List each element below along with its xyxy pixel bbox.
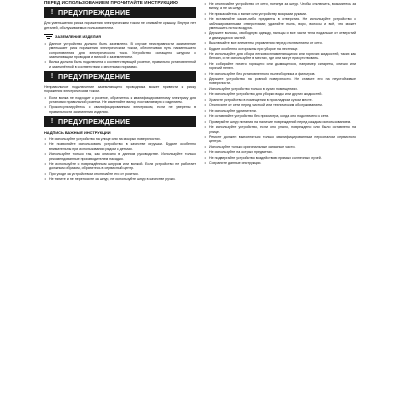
list-item: • Не используйте на острых предметах. [204, 150, 356, 154]
list-item: • Если вилка не подходит к розетке, обратитесь к квалифицированному электрику для установки правильной розетки. Не изменяйте вилку, поставляемую с изделием. [44, 96, 196, 105]
list-item: • Используйте устройство только в сухих помещениях. [204, 87, 356, 91]
list-item: • Вилка должна быть подключена к соответствующей розетке, правильно установленной и заземлённой в соответствии с местными нормами. [44, 60, 196, 69]
warning-banner-2 [44, 71, 196, 82]
list-item: • Ремонт должен выполняться только квалифицированным персоналом сервисного центра. [204, 135, 356, 144]
list-item: • Данное устройство должно быть заземлено. В случае неисправности заземление уменьшает риск поражения электрическим током, обеспечивая путь наименьшего сопротивления для электрического тока. Устройство оснащено шнуром с заземляющим проводом и вилкой с заземлением. [44, 42, 196, 59]
warning-icon: ! [50, 117, 54, 125]
list-item: • Используйте только оригинальные запасные части. [204, 145, 356, 149]
ground-symbol-icon [44, 33, 53, 40]
grounding-section-title [44, 33, 196, 40]
warning-title: ПРЕДУПРЕЖДЕНИЕ [58, 71, 131, 81]
list-item: • Не отключайте устройство от сети, потянув за шнур. Чтобы отключить, возьмитесь за вилку, а не за шнур. [204, 2, 356, 11]
list-item: • Используйте только так, как описано в данном руководстве. Используйте только рекомендованные производителем насадки. [44, 152, 196, 161]
list-item: • Не используйте для сбора легковоспламеняющихся или горючих жидкостей, таких как бензин, и не используйте в местах, где они могут присутствовать. [204, 52, 356, 61]
page-header: ПЕРЕД ИСПОЛЬЗОВАНИЕМ ПРОЧИТАЙТЕ ИНСТРУКЦИЮ [44, 0, 178, 5]
warning-title: ПРЕДУПРЕЖДЕНИЕ [58, 116, 131, 126]
list-item: • Не собирайте ничего горящего или дымящегося, например сигареты, спички или горячий пепел. [204, 62, 356, 71]
warning-banner-1 [44, 7, 196, 18]
list-item: • Проконсультируйтесь с квалифицированным электриком, если не уверены в правильности заземления изделия. [44, 105, 196, 114]
list-item: • Не используйте удлинители. [204, 109, 356, 113]
safety-list [204, 2, 356, 166]
right-column [204, 2, 356, 167]
grounding-list [44, 42, 196, 69]
list-item: • Держите устройство на ровной поверхности. Не ставьте его на неустойчивые поверхности. [204, 77, 356, 86]
list-item: • Не используйте устройство на улице или на мокрых поверхностях. [44, 137, 196, 141]
intro-paragraph: Для уменьшения риска поражения электрическим током не снимайте крышку. Внутри нет деталей, обслуживаемых пользователем. [44, 21, 196, 30]
list-item: • Не используйте устройство, если оно упало, повреждено или было оставлено на улице. [204, 125, 356, 134]
list-item: • Не используйте без установленного пылесборника и фильтров. [204, 72, 356, 76]
list-item: • Не оставляйте устройство без присмотра, когда оно подключено к сети. [204, 114, 356, 118]
list-item: • Не используйте устройство для уборки воды или других жидкостей. [204, 92, 356, 96]
warning-icon: ! [50, 72, 54, 80]
important-instructions-list [44, 137, 196, 182]
list-item: • Не прикасайтесь к вилке или устройству мокрыми руками. [204, 12, 356, 16]
grounding-title: ЗАЗЕМЛЕНИЕ ИЗДЕЛИЯ [55, 34, 101, 39]
list-item: • Не используйте с повреждённым шнуром или вилкой. Если устройство не работает должным образом, обратитесь в сервисный центр. [44, 162, 196, 171]
warning-list-2 [44, 96, 196, 114]
list-item: • Не тяните и не переносите за шнур, не используйте шнур в качестве ручки. [44, 177, 196, 181]
list-item: • Не подвергайте устройство воздействию прямых солнечных лучей. [204, 156, 356, 160]
important-instructions-heading: НАДПИСЬ ВАЖНЫЕ ИНСТРУКЦИИ [44, 129, 111, 135]
list-item: • Храните устройство в помещении в прохладном сухом месте. [204, 98, 356, 102]
warning-icon: ! [50, 9, 54, 17]
list-item: • Не позволяйте использовать устройство в качестве игрушки. Будьте особенно внимательны при использовании рядом с детьми. [44, 142, 196, 151]
left-column [44, 0, 196, 183]
list-item: • Будьте особенно осторожны при уборке на лестнице. [204, 47, 356, 51]
list-item: • Сохраните данные инструкции. [204, 161, 356, 165]
paragraph: Неправильное подключение заземляющего проводника может привести к риску поражения электрическим током. [44, 84, 196, 94]
list-item: • При уходе за устройством отключайте его от розетки. [44, 172, 196, 176]
list-item: • Держите волосы, свободную одежду, пальцы и все части тела подальше от отверстий и движущихся частей. [204, 31, 356, 40]
warning-title: ПРЕДУПРЕЖДЕНИЕ [58, 8, 131, 18]
list-item: • Отключите от сети перед чисткой или техническим обслуживанием. [204, 103, 356, 107]
list-item: • Не вставляйте какие-либо предметы в отверстия. Не используйте устройство с заблокированными отверстиями; удаляйте пыль, ворс, волосы и всё, что может уменьшить поток воздуха. [204, 17, 356, 30]
list-item: • Проверяйте шнур питания на наличие повреждений перед каждым использованием. [204, 120, 356, 124]
list-item: • Выключайте все элементы управления перед отключением от сети. [204, 41, 356, 45]
warning-banner-3 [44, 116, 196, 127]
